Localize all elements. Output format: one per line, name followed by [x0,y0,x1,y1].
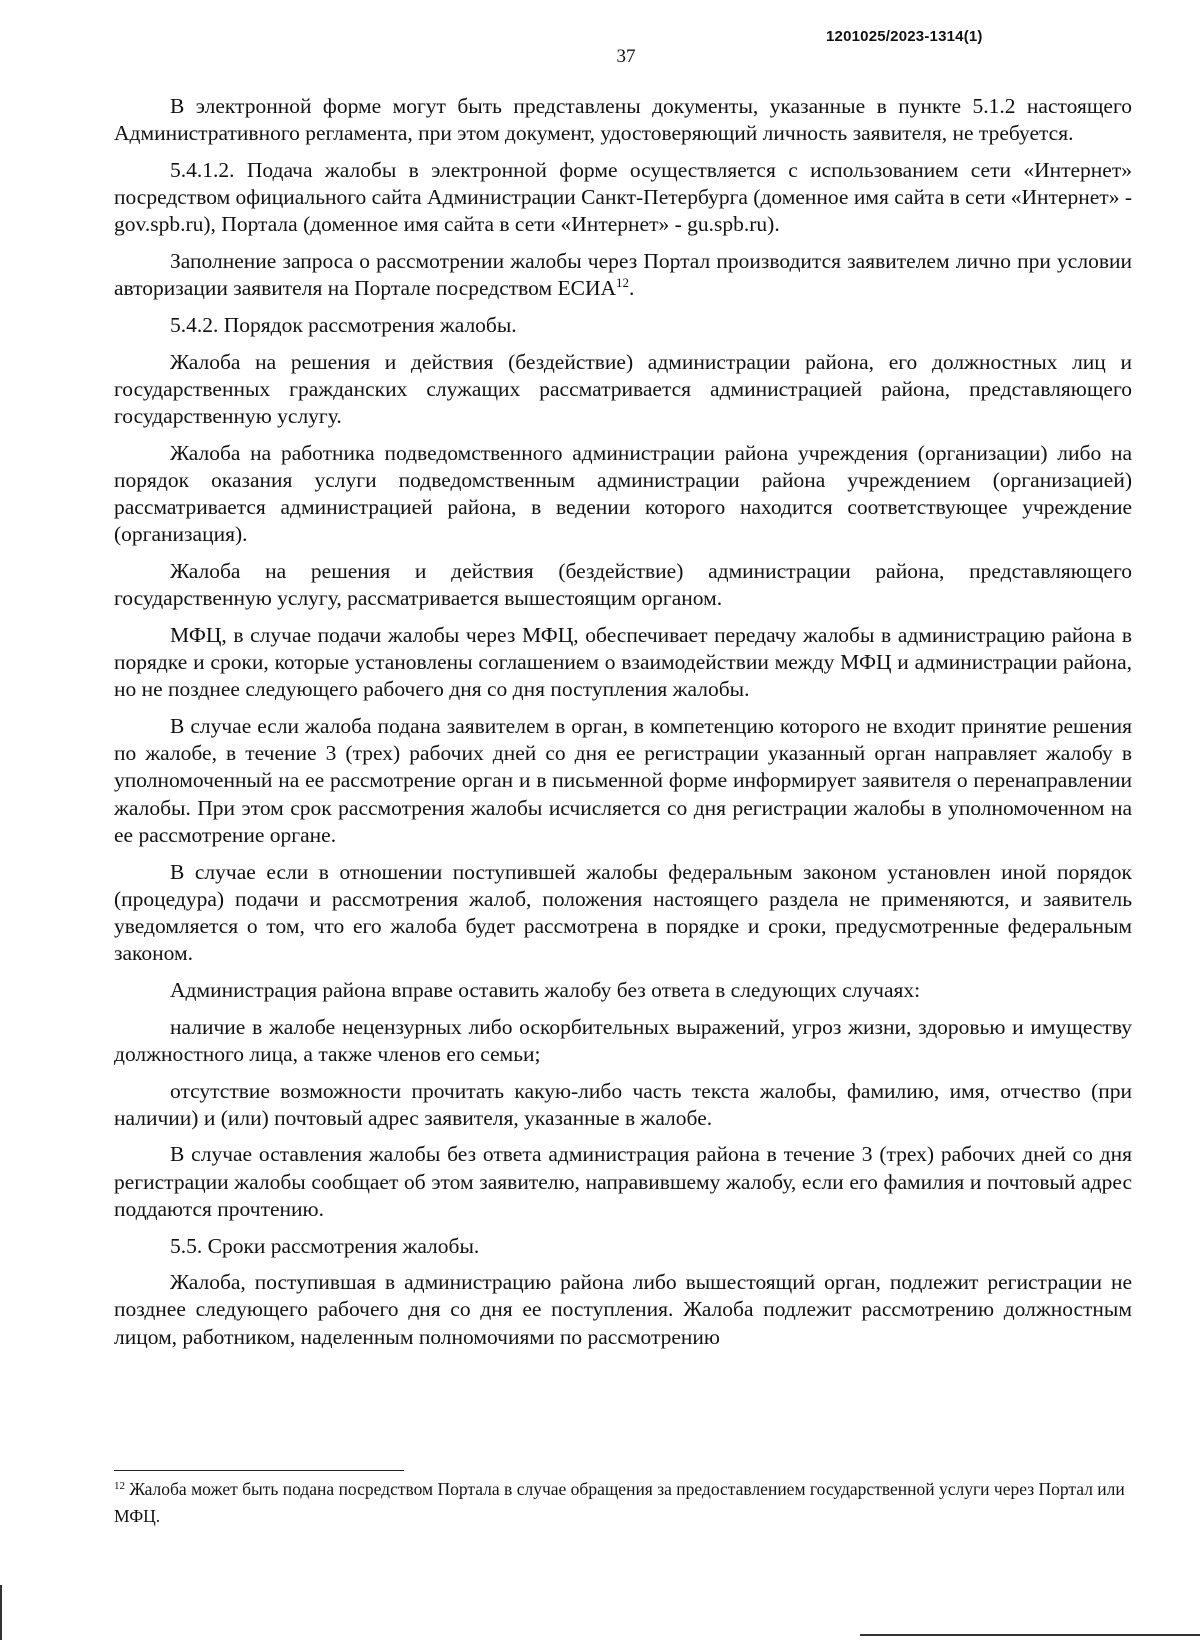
paragraph [114,1269,1132,1351]
footnote-separator [114,1470,404,1471]
paragraph [114,248,1132,302]
paragraph [114,1078,1132,1132]
paragraph-text: В электронной форме могут быть представлены документы, указанные в пункте 5.1.2 настоящего Административного регламента, при этом документ, удостоверяющий личность заявителя, не требуется. [114,94,1132,146]
footnote-number: 12 [114,1480,125,1492]
scan-edge-line [860,1634,1200,1636]
paragraph-text: В случае если в отношении поступившей жалобы федеральным законом установлен иной порядок (процедура) подачи и рассмотрения жалоб, положения настоящего раздела не применяются, и заявитель уведомляется о том, что его жалоба будет рассмотрена в порядке и сроки, предусмотренные федеральным законом. [114,859,1132,966]
paragraph [114,859,1132,968]
paragraph-punctuation: . [629,276,635,301]
paragraph [114,440,1132,549]
paragraph [114,1014,1132,1068]
page-number: 37 [616,46,636,67]
paragraph [114,1141,1132,1223]
paragraph-text: Жалоба на работника подведомственного администрации района учреждения (организации) либо на порядок оказания услуги подведомственным администрации района учреждением (организацией) рассматривается администрацией района, в ведении которого находится соответствующее учреждение (организация). [114,440,1132,547]
body-text [114,93,1132,1360]
scan-edge-mark [0,1585,2,1640]
paragraph [114,713,1132,849]
paragraph-text: Заполнение запроса о рассмотрении жалобы через Портал производится заявителем лично при условии авторизации заявителя на Портале посредством ЕСИА [114,249,1132,301]
section-heading [114,1233,1132,1260]
paragraph-text: В случае оставления жалобы без ответа администрация района в течение 3 (трех) рабочих дней со дня регистрации жалобы сообщает об этом заявителю, направившему жалобу, если его фамилия и почтовый адрес поддаются прочтению. [114,1142,1132,1221]
document-id: 1201025/2023-1314(1) [826,28,983,45]
paragraph-text: 5.4.2. Порядок рассмотрения жалобы. [170,312,517,337]
paragraph [114,558,1132,612]
section-heading [114,977,1132,1004]
paragraph [114,157,1132,239]
paragraph-text: 5.5. Сроки рассмотрения жалобы. [170,1233,480,1258]
paragraph-text: отсутствие возможности прочитать какую-либо часть текста жалобы, фамилию, имя, отчество (при наличии) и (или) почтовый адрес заявителя, указанные в жалобе. [114,1078,1132,1130]
footnote [114,1476,1134,1530]
paragraph-text: наличие в жалобе нецензурных либо оскорбительных выражений, угроз жизни, здоровью и имуществу должностного лица, а также членов его семьи; [114,1014,1132,1066]
paragraph [114,93,1132,147]
paragraph [114,349,1132,431]
footnote-text: Жалоба может быть подана посредством Портала в случае обращения за предоставлением государственной услуги через Портал или МФЦ. [114,1479,1125,1526]
paragraph-text: Жалоба, поступившая в администрацию района либо вышестоящий орган, подлежит регистрации не позднее следующего рабочего дня со дня ее поступления. Жалоба подлежит рассмотрению должностным лицом, работником, наделенным полномочиями по рассмотрению [114,1270,1132,1349]
paragraph [114,622,1132,704]
paragraph-text: В случае если жалоба подана заявителем в орган, в компетенцию которого не входит принятие решения по жалобе, в течение 3 (трех) рабочих дней со дня ее регистрации указанный орган направляет жалобу в уполномоченный на ее рассмотрение орган и в письменной форме информирует заявителя о перенаправлении жалобы. При этом срок рассмотрения жалобы исчисляется со дня регистрации жалобы в уполномоченном на ее рассмотрение органе. [114,714,1132,847]
footnote-reference: 12 [616,275,629,291]
section-heading [114,312,1132,339]
paragraph-text: МФЦ, в случае подачи жалобы через МФЦ, обеспечивает передачу жалобы в администрацию района в порядке и сроки, которые установлены соглашением о взаимодействии между МФЦ и администрации района, но не позднее следующего рабочего дня со дня поступления жалобы. [114,622,1132,702]
paragraph-text: 5.4.1.2. Подача жалобы в электронной форме осуществляется с использованием сети «Интернет» посредством официального сайта Администрации Санкт-Петербурга (доменное имя сайта в сети «Интернет» - gov.spb.ru), Портала (доменное имя сайта в сети «Интернет» - gu.spb.ru). [114,157,1132,237]
paragraph-text: Администрация района вправе оставить жалобу без ответа в следующих случаях: [170,977,921,1002]
paragraph-text: Жалоба на решения и действия (бездействие) администрации района, представляющего государственную услугу, рассматривается вышестоящим органом. [114,559,1132,611]
paragraph-text: Жалоба на решения и действия (бездействие) администрации района, его должностных лиц и государственных гражданских служащих рассматривается администрацией района, представляющего государственную услугу. [114,349,1132,429]
